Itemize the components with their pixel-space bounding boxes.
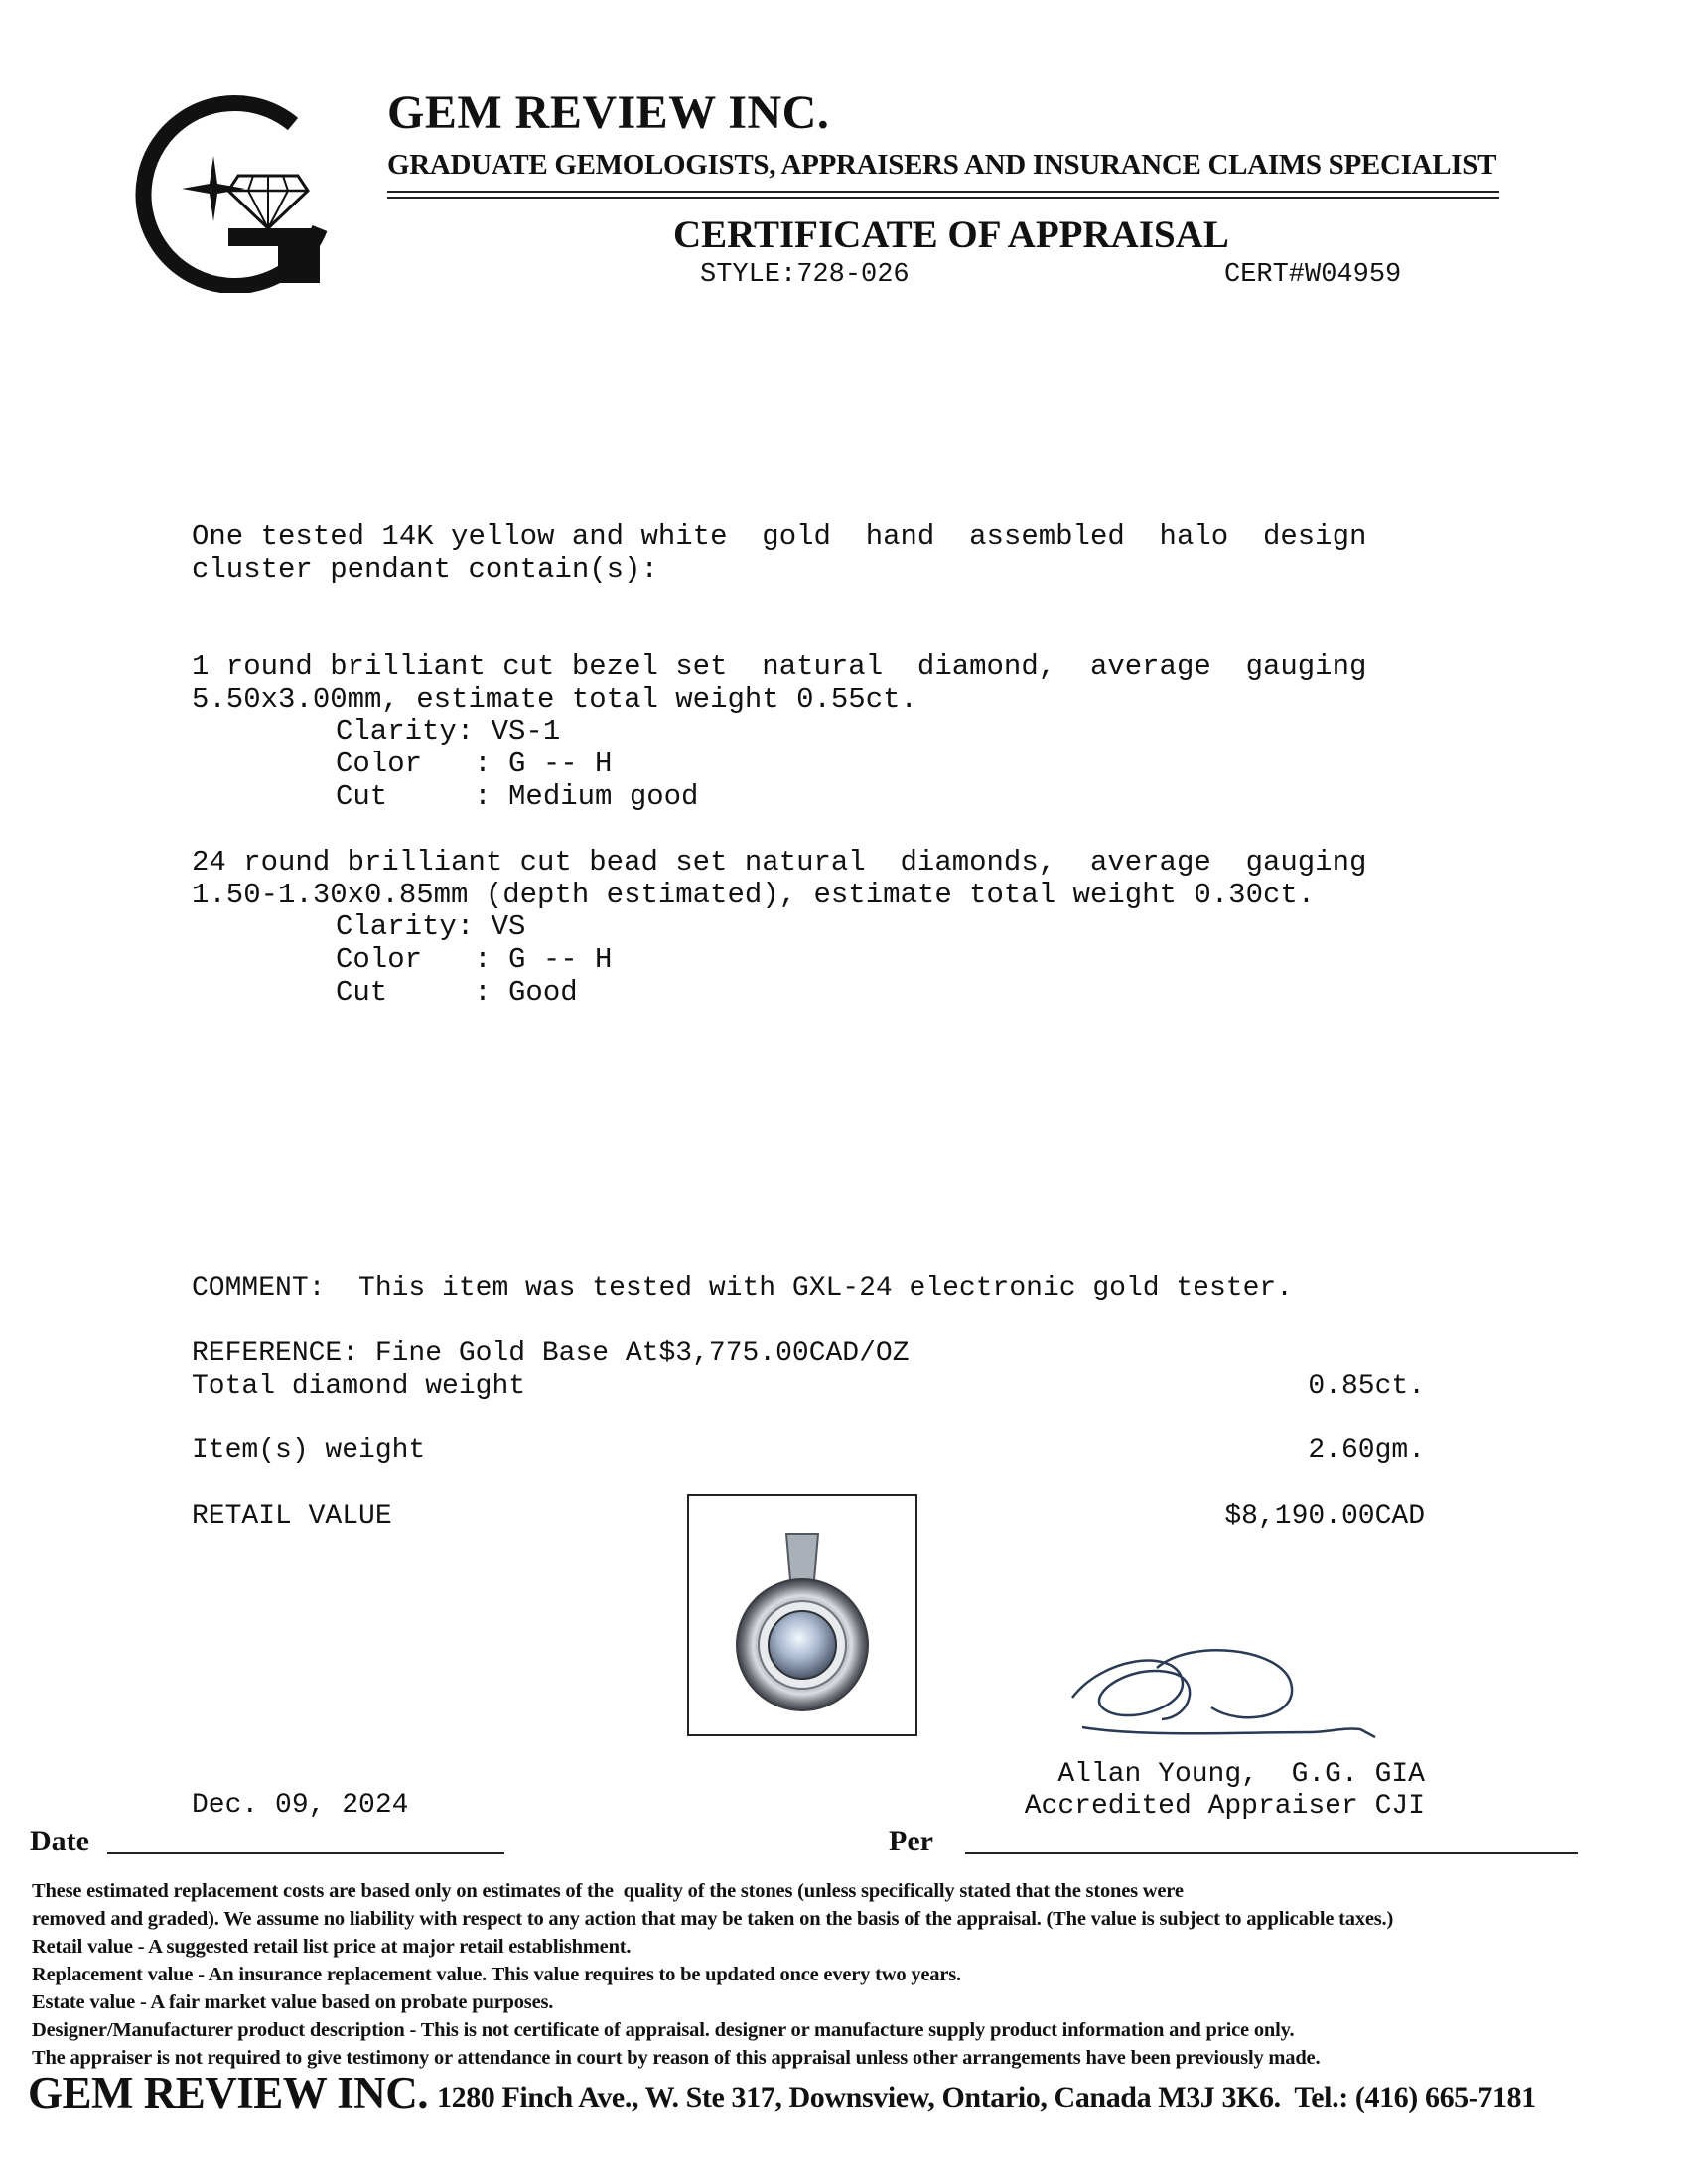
disclaimer-line-7: The appraiser is not required to give testimony or attendance in court by reason of this appraisal unless other arrangements have been previously made.: [32, 2047, 1321, 2069]
certificate-title: CERTIFICATE OF APPRAISAL: [673, 213, 1229, 256]
stone-1-clarity: Clarity: VS-1: [336, 715, 561, 748]
total-diamond-weight-label: Total diamond weight: [192, 1371, 526, 1402]
appraiser-title: Accredited Appraiser CJI: [1024, 1791, 1425, 1822]
reference: REFERENCE: Fine Gold Base At$3,775.00CAD/OZ: [192, 1338, 910, 1369]
company-logo: [129, 94, 328, 293]
per-line: [965, 1852, 1578, 1854]
disclaimer-line-1: These estimated replacement costs are based only on estimates of the quality of the stones (unless specifically stated that the stones were: [32, 1880, 1184, 1902]
appraiser-signature: [1062, 1638, 1390, 1757]
disclaimer-line-5: Estate value - A fair market value based on probate purposes.: [32, 1991, 554, 2013]
item-description-line-2: cluster pendant contain(s):: [192, 553, 658, 586]
stone-2-color: Color : G -- H: [336, 943, 613, 976]
retail-value-label: RETAIL VALUE: [192, 1501, 392, 1532]
stone-2-line-1: 24 round brilliant cut bead set natural diamonds, average gauging: [192, 846, 1367, 879]
item-weight-value: 2.60gm.: [1308, 1435, 1425, 1466]
pendant-image: [689, 1496, 915, 1734]
stone-1-line-2: 5.50x3.00mm, estimate total weight 0.55ct.: [192, 683, 917, 716]
header-rule-top: [387, 191, 1499, 193]
certificate-number: CERT#W04959: [1224, 260, 1402, 290]
date-label: Date: [30, 1825, 89, 1857]
appraiser-name: Allan Young, G.G. GIA: [1057, 1759, 1425, 1790]
stone-1-color: Color : G -- H: [336, 748, 613, 780]
footer-company-name: GEM REVIEW INC.: [28, 2068, 428, 2117]
disclaimer-line-6: Designer/Manufacturer product description - This is not certificate of appraisal. designer or manufacture supply product information and price only.: [32, 2019, 1295, 2041]
stone-1-cut: Cut : Medium good: [336, 780, 699, 813]
item-weight-label: Item(s) weight: [192, 1435, 426, 1466]
retail-value-amount: $8,190.00CAD: [1224, 1501, 1425, 1532]
stone-2-line-2: 1.50-1.30x0.85mm (depth estimated), estimate total weight 0.30ct.: [192, 879, 1316, 911]
header-rule-bottom: [387, 197, 1499, 199]
per-label: Per: [889, 1825, 933, 1857]
date-line: [107, 1852, 504, 1854]
style-number: STYLE:728-026: [700, 260, 910, 290]
comment: COMMENT: This item was tested with GXL-24 electronic gold tester.: [192, 1273, 1293, 1303]
footer-address: 1280 Finch Ave., W. Ste 317, Downsview, Ontario, Canada M3J 3K6. Tel.: (416) 665-7181: [437, 2081, 1536, 2114]
total-diamond-weight-value: 0.85ct.: [1308, 1371, 1425, 1402]
item-description-line-1: One tested 14K yellow and white gold hand assembled halo design: [192, 520, 1367, 553]
company-tagline: GRADUATE GEMOLOGISTS, APPRAISERS AND INSURANCE CLAIMS SPECIALIST: [387, 149, 1497, 181]
appraisal-date: Dec. 09, 2024: [192, 1790, 409, 1821]
stone-1-line-1: 1 round brilliant cut bezel set natural diamond, average gauging: [192, 650, 1367, 683]
stone-2-cut: Cut : Good: [336, 976, 578, 1009]
disclaimer-line-4: Replacement value - An insurance replacement value. This value requires to be updated once every two years.: [32, 1964, 961, 1985]
item-photo: [687, 1494, 917, 1736]
company-name: GEM REVIEW INC.: [387, 86, 830, 139]
stone-2-clarity: Clarity: VS: [336, 910, 526, 943]
disclaimer-line-3: Retail value - A suggested retail list price at major retail establishment.: [32, 1936, 632, 1958]
disclaimer-line-2: removed and graded). We assume no liability with respect to any action that may be taken on the basis of the appraisal. (The value is subject to applicable taxes.): [32, 1908, 1394, 1930]
